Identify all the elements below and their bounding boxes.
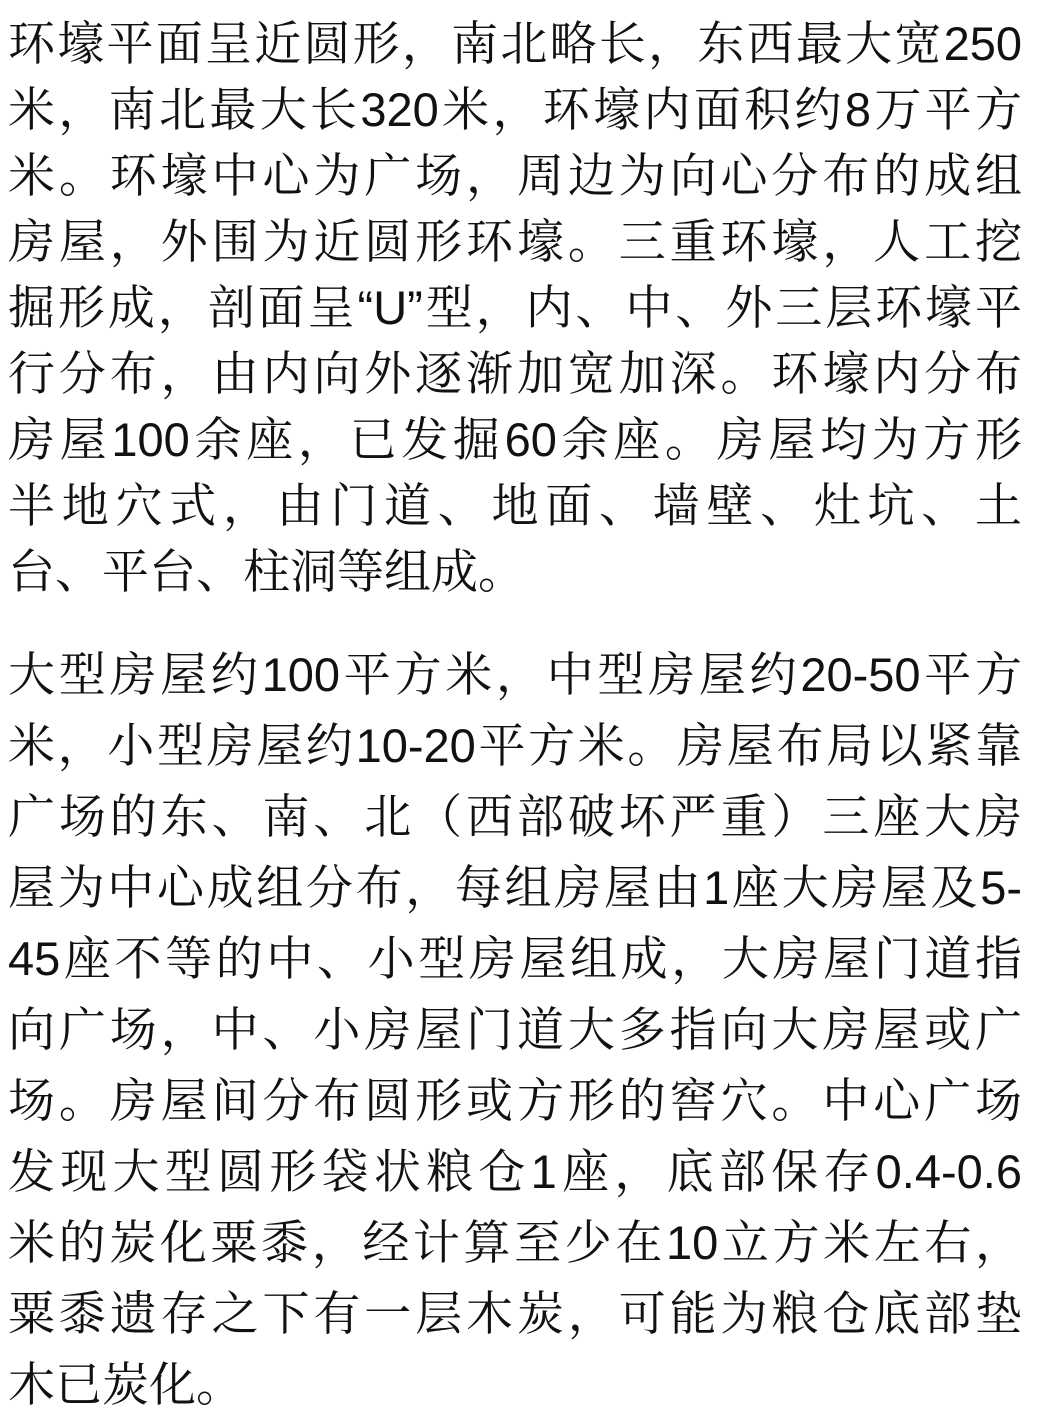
text-line: 粟黍遗存之下有一层木炭，可能为粮仓底部垫 [8, 1287, 1022, 1340]
text-line: 大型房屋约100平方米，中型房屋约20-50平方 [8, 648, 1022, 701]
text-line: 掘形成，剖面呈“U”型，内、中、外三层环壕平 [8, 281, 1022, 334]
text-line: 木已炭化。 [8, 1358, 243, 1411]
text-line: 45座不等的中、小型房屋组成，大房屋门道指 [8, 932, 1022, 985]
text-line: 向广场，中、小房屋门道大多指向大房屋或广 [8, 1003, 1022, 1056]
text-line: 屋为中心成组分布，每组房屋由1座大房屋及5- [8, 861, 1022, 914]
text-line: 环壕平面呈近圆形，南北略长，东西最大宽250 [8, 17, 1022, 70]
text-line: 台、平台、柱洞等组成。 [8, 545, 525, 598]
text-line: 房屋100余座，已发掘60余座。房屋均为方形 [8, 413, 1022, 466]
paragraph-houses-description [8, 639, 1022, 1420]
text-line: 米，南北最大长320米，环壕内面积约8万平方 [8, 83, 1022, 136]
text-line: 米，小型房屋约10-20平方米。房屋布局以紧靠 [8, 719, 1022, 772]
text-line: 发现大型圆形袋状粮仓1座，底部保存0.4-0.6 [8, 1145, 1022, 1198]
text-line: 米。环壕中心为广场，周边为向心分布的成组 [8, 149, 1022, 202]
text-line: 广场的东、南、北（西部破坏严重）三座大房 [8, 790, 1022, 843]
paragraph-moat-description [8, 11, 1022, 605]
text-line: 米的炭化粟黍，经计算至少在10立方米左右， [8, 1216, 1022, 1269]
text-line: 房屋，外围为近圆形环壕。三重环壕，人工挖 [8, 215, 1022, 268]
text-line: 半地穴式，由门道、地面、墙壁、灶坑、土 [8, 479, 1022, 532]
text-line: 行分布，由内向外逐渐加宽加深。环壕内分布 [8, 347, 1022, 400]
text-line: 场。房屋间分布圆形或方形的窖穴。中心广场 [8, 1074, 1022, 1127]
